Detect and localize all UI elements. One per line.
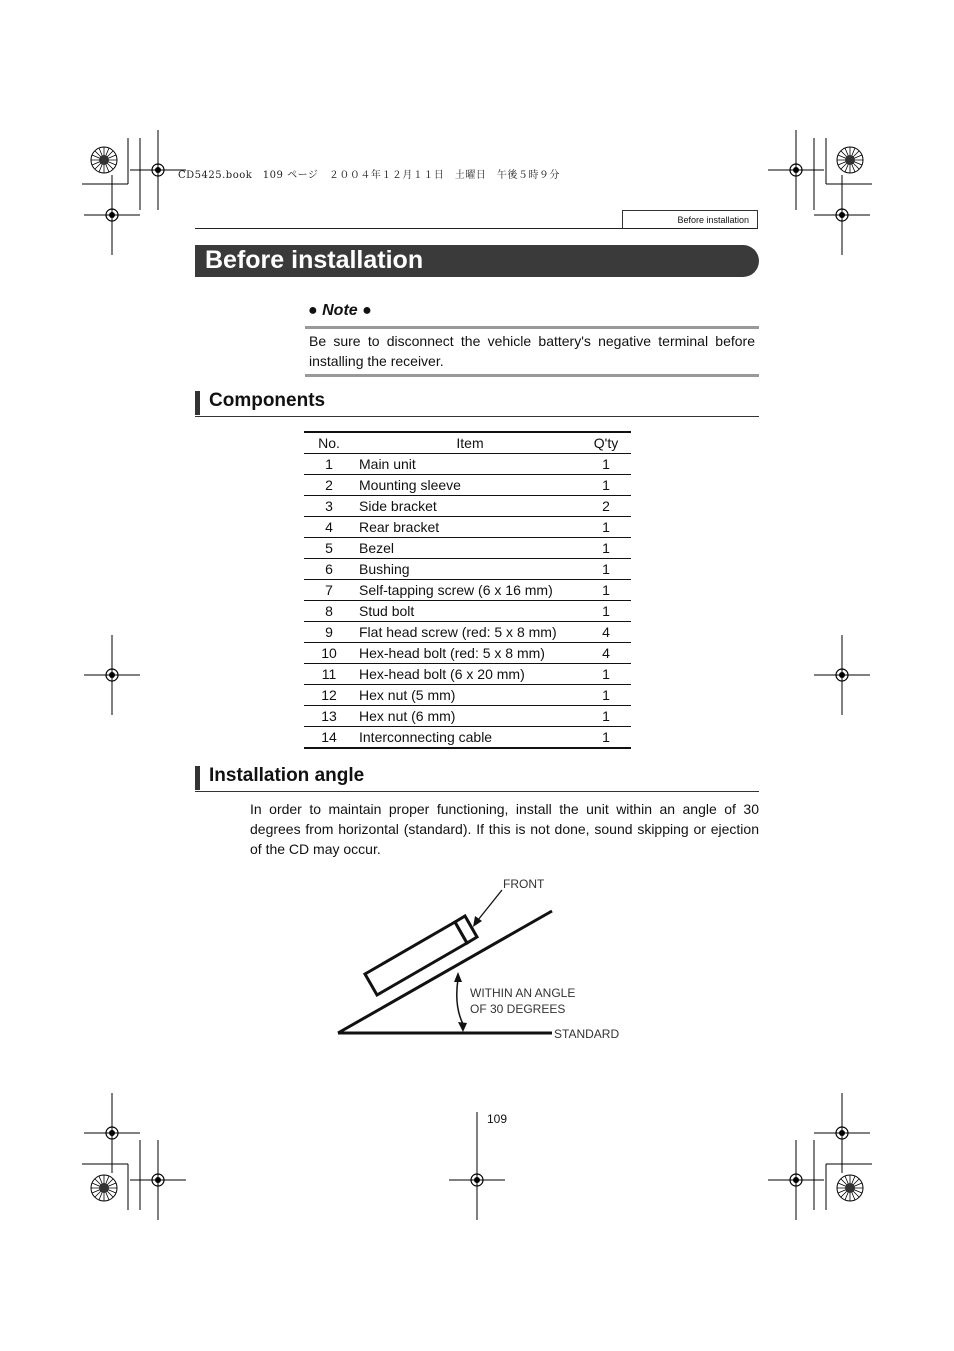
note-text: Be sure to disconnect the vehicle battery's negative terminal before installing the receiver.: [305, 326, 759, 377]
row-item: Flat head screw (red: 5 x 8 mm): [354, 622, 581, 643]
standard-label: STANDARD: [554, 1027, 620, 1041]
installation-angle-text: In order to maintain proper functioning, install the unit within an angle of 30 degrees from horizontal (standard). If this is not done, sound skipping or ejection of the CD may occur.: [250, 801, 759, 857]
table-row: [304, 454, 631, 475]
front-label: FRONT: [503, 877, 545, 891]
row-item: Mounting sleeve: [354, 475, 581, 496]
components-heading: [195, 389, 759, 417]
installation-angle-diagram: [330, 872, 630, 1047]
heading-bar: [195, 766, 200, 790]
table-row: [304, 601, 631, 622]
components-table: [304, 431, 631, 749]
table-row: [304, 664, 631, 685]
table-row: [304, 643, 631, 664]
table-row: [304, 580, 631, 601]
table-header-row: [304, 432, 631, 454]
column-header: No.: [304, 432, 354, 454]
bullet-icon: ●: [308, 302, 318, 319]
heading-bar: [195, 391, 200, 415]
row-item: Bushing: [354, 559, 581, 580]
row-number: 13: [304, 706, 354, 727]
note-heading: [308, 302, 372, 320]
row-number: 5: [304, 538, 354, 559]
row-item: Rear bracket: [354, 517, 581, 538]
row-quantity: 1: [581, 454, 631, 475]
components-heading-text: Components: [209, 390, 326, 411]
row-quantity: 1: [581, 517, 631, 538]
row-quantity: 1: [581, 580, 631, 601]
row-quantity: 1: [581, 706, 631, 727]
row-quantity: 4: [581, 643, 631, 664]
row-quantity: 1: [581, 685, 631, 706]
header-rule: [195, 228, 758, 229]
row-number: 6: [304, 559, 354, 580]
row-item: Hex nut (5 mm): [354, 685, 581, 706]
column-header: Q'ty: [581, 432, 631, 454]
row-item: Stud bolt: [354, 601, 581, 622]
row-quantity: 1: [581, 601, 631, 622]
row-item: Self-tapping screw (6 x 16 mm): [354, 580, 581, 601]
row-item: Side bracket: [354, 496, 581, 517]
column-header: Item: [354, 432, 581, 454]
row-number: 8: [304, 601, 354, 622]
installation-angle-heading: [195, 764, 759, 792]
table-row: [304, 475, 631, 496]
installation-angle-heading-text: Installation angle: [209, 765, 365, 786]
table-row: [304, 538, 631, 559]
row-number: 9: [304, 622, 354, 643]
bullet-icon: ●: [362, 302, 372, 319]
row-quantity: 1: [581, 475, 631, 496]
table-row: [304, 706, 631, 727]
row-number: 3: [304, 496, 354, 517]
row-item: Hex nut (6 mm): [354, 706, 581, 727]
row-number: 11: [304, 664, 354, 685]
table-row: [304, 622, 631, 643]
print-info: CD5425.book 109 ページ ２００４年１２月１１日 土曜日 午後５時９分: [178, 170, 560, 181]
row-number: 12: [304, 685, 354, 706]
angle-label-line-1: WITHIN AN ANGLE: [470, 986, 576, 1000]
row-number: 7: [304, 580, 354, 601]
table-row: [304, 727, 631, 749]
table-row: [304, 685, 631, 706]
table-row: [304, 496, 631, 517]
row-quantity: 1: [581, 664, 631, 685]
row-number: 14: [304, 727, 354, 749]
row-number: 4: [304, 517, 354, 538]
row-quantity: 1: [581, 727, 631, 749]
table-row: [304, 559, 631, 580]
row-number: 2: [304, 475, 354, 496]
row-quantity: 2: [581, 496, 631, 517]
row-quantity: 4: [581, 622, 631, 643]
row-number: 10: [304, 643, 354, 664]
row-item: Interconnecting cable: [354, 727, 581, 749]
row-item: Main unit: [354, 454, 581, 475]
row-quantity: 1: [581, 538, 631, 559]
note-label: Note: [322, 302, 358, 319]
row-number: 1: [304, 454, 354, 475]
row-item: Hex-head bolt (6 x 20 mm): [354, 664, 581, 685]
row-item: Bezel: [354, 538, 581, 559]
page-number: 109: [487, 1112, 508, 1126]
header-tab: Before installation: [622, 210, 758, 228]
row-item: Hex-head bolt (red: 5 x 8 mm): [354, 643, 581, 664]
table-row: [304, 517, 631, 538]
page-title: Before installation: [195, 245, 759, 277]
row-quantity: 1: [581, 559, 631, 580]
angle-label-line-2: OF 30 DEGREES: [470, 1002, 566, 1016]
